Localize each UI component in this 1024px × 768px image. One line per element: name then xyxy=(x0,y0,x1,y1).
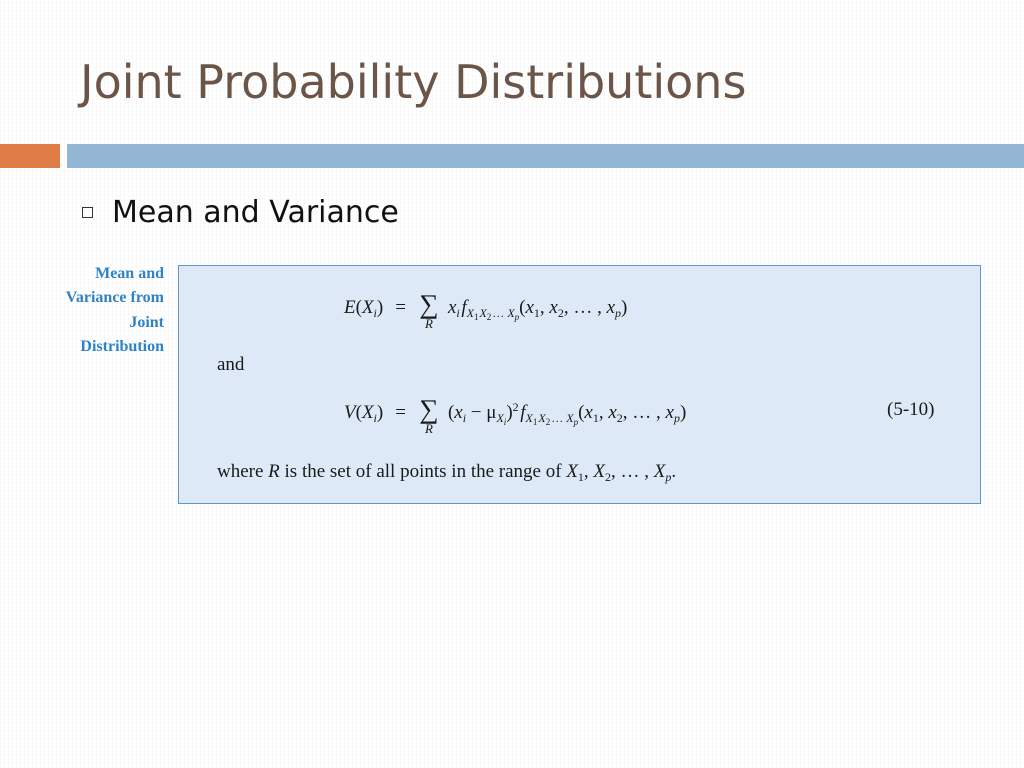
bullet-item xyxy=(82,190,399,234)
definition-box xyxy=(178,265,981,504)
connector-text: and xyxy=(217,354,245,375)
accent-band-blue xyxy=(67,144,1024,168)
slide-title: Joint Probability Distributions xyxy=(80,55,747,109)
variance-equation: $V(X_i)$ = ∑ R $(x_i - \mu_{X_i})^2$ $f_{X_1 X_2 \dots X_p}(x_1$, $x_2$, … , $x_p$) xyxy=(344,394,687,436)
where-clause: where R is the set of all points in the range of $X_1$, $X_2$, … , $X_p$. xyxy=(217,461,677,484)
definition-side-label xyxy=(30,262,164,359)
bullet-text: Mean and Variance xyxy=(112,194,399,230)
side-label-line: Mean and xyxy=(95,265,164,282)
summation-symbol: ∑ R xyxy=(419,289,439,331)
mean-equation: $E(X_i)$ = ∑ R $x_i$ $f_{X_1 X_2 \dots X_p}(x_1$, $x_2$, … , $x_p$) xyxy=(344,289,628,331)
equation-number: (5-10) xyxy=(887,399,935,420)
side-label-line: Variance from xyxy=(65,289,164,307)
summation-symbol: ∑ R xyxy=(419,394,439,436)
side-label-line: Distribution xyxy=(80,337,164,355)
square-bullet-icon xyxy=(82,207,93,218)
side-label-line: Joint xyxy=(129,313,164,331)
accent-band-orange xyxy=(0,144,60,168)
